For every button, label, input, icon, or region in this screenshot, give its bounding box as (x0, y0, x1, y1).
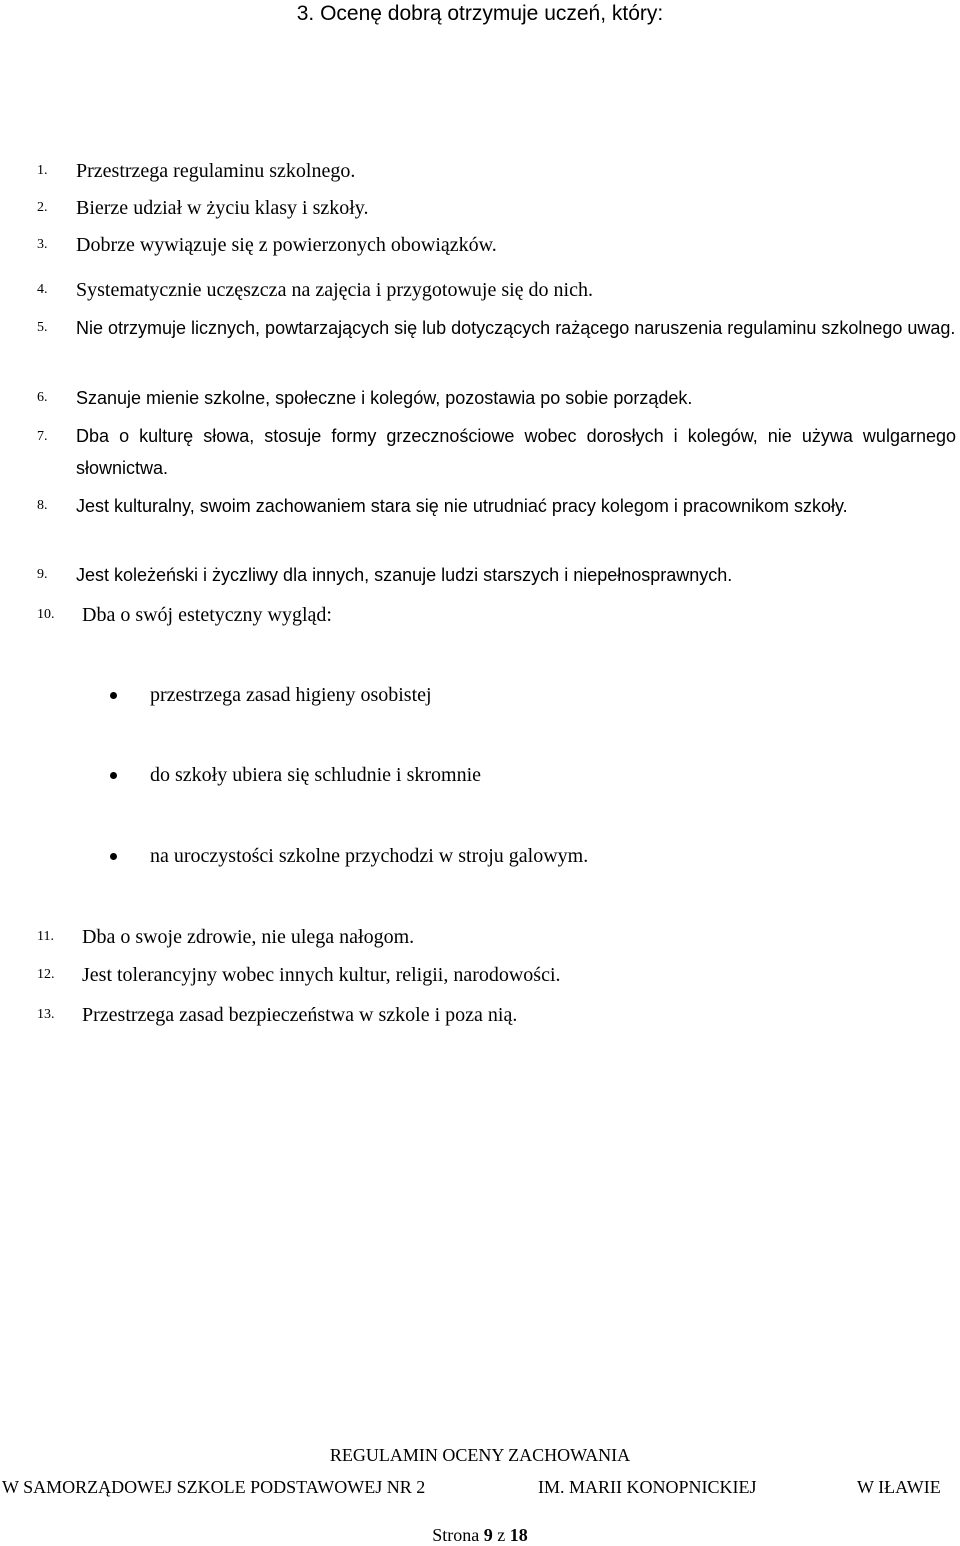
item-text: Dba o kulturę słowa, stosuje formy grzecznościowe wobec dorosłych i kolegów, nie używa wulgarnego słownictwa. (76, 426, 956, 478)
page-total: 18 (509, 1525, 528, 1545)
item-number: 6. (37, 390, 48, 405)
item-number: 10. (37, 607, 55, 622)
section-heading: 3. Ocenę dobrą otrzymuje uczeń, który: (296, 2, 664, 25)
footer-school-patron: IM. MARII KONOPNICKIEJ (538, 1477, 757, 1497)
item-number: 7. (37, 429, 48, 444)
item-text: Jest koleżeński i życzliwy dla innych, szanuje ludzi starszych i niepełnosprawnych. (76, 565, 733, 585)
bullet-text: przestrzega zasad higieny osobistej (150, 684, 432, 706)
item-number: 8. (37, 498, 48, 513)
item-text: Przestrzega zasad bezpieczeństwa w szkole i poza nią. (82, 1004, 518, 1026)
item-text: Dobrze wywiązuje się z powierzonych obowiązków. (76, 234, 497, 256)
item-text: Dba o swoje zdrowie, nie ulega nałogom. (82, 926, 415, 948)
item-number: 12. (37, 967, 55, 982)
page-prefix: Strona (432, 1525, 480, 1545)
bullet-icon (110, 853, 117, 860)
item-text: Jest tolerancyjny wobec innych kultur, religii, narodowości. (82, 964, 561, 986)
page-current: 9 (483, 1525, 493, 1545)
item-number: 3. (37, 237, 48, 252)
item-text: Szanuje mienie szkolne, społeczne i kolegów, pozostawia po sobie porządek. (76, 388, 693, 408)
footer-school-town: W IŁAWIE (857, 1477, 941, 1497)
item-number: 9. (37, 567, 48, 582)
item-text: Przestrzega regulaminu szkolnego. (76, 160, 356, 182)
bullet-text: na uroczystości szkolne przychodzi w stroju galowym. (150, 845, 589, 867)
item-text: Nie otrzymuje licznych, powtarzających się lub dotyczących rażącego naruszenia regulaminu szkolnego uwag. (76, 318, 956, 338)
item-number: 5. (37, 320, 48, 335)
item-text: Systematycznie uczęszcza na zajęcia i przygotowuje się do nich. (76, 279, 593, 301)
footer-title: REGULAMIN OCENY ZACHOWANIA (329, 1445, 631, 1465)
item-number: 13. (37, 1007, 55, 1022)
bullet-icon (110, 772, 117, 779)
footer-school-name: W SAMORZĄDOWEJ SZKOLE PODSTAWOWEJ NR 2 (2, 1477, 426, 1497)
item-number: 2. (37, 200, 48, 215)
item-number: 11. (37, 929, 54, 944)
page-separator: z (497, 1525, 506, 1545)
item-number: 1. (37, 163, 48, 178)
item-number: 4. (37, 282, 48, 297)
item-text: Bierze udział w życiu klasy i szkoły. (76, 197, 369, 219)
bullet-text: do szkoły ubiera się schludnie i skromnie (150, 764, 482, 786)
item-text: Jest kulturalny, swoim zachowaniem stara się nie utrudniać pracy kolegom i pracownikom szkoły. (76, 496, 848, 516)
item-text: Dba o swój estetyczny wygląd: (82, 604, 332, 626)
bullet-icon (110, 692, 117, 699)
